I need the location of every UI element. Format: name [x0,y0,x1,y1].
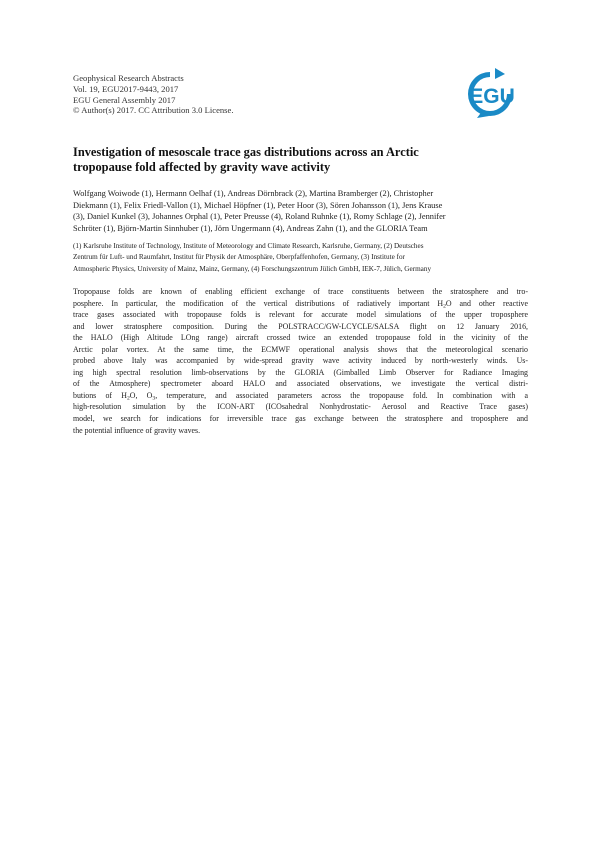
author-line: (3), Daniel Kunkel (3), Johannes Orphal (1), Peter Preusse (4), Roland Ruhnke (1), Romy Schlage (2), Jennifer [73,212,446,222]
subscript: 2 [126,395,130,402]
author-line: Schröter (1), Björn-Martin Sinnhuber (1), Jörn Ungermann (4), Andreas Zahn (1), and the GLORIA Team [73,223,428,233]
author-list [73,188,528,234]
abstract-line: ing high spectral resolution limb-observations by the GLORIA (Gimballed Limb Observer for Radiance Imaging [73,367,528,377]
subscript: 2 [443,302,446,309]
paper-title [73,145,513,176]
volume-info: Vol. 19, EGU2017-9443, 2017 [73,83,179,94]
subscript: 3 [152,395,156,402]
abstract-line: the HALO (High Altitude LOng range) aircraft crossed twice an extended tropopause fold in the vicinity of the [73,333,528,343]
journal-name: Geophysical Research Abstracts [73,73,184,83]
affiliation-line: Atmospheric Physics, University of Mainz, Mainz, Germany, (4) Forschungszentrum Jülich GmbH, IEK-7, Jülich, Germany [73,264,432,273]
abstract-line: of the Atmosphere) spectrometer aboard HALO and associated observations, we investigate the vertical distri- [73,379,528,389]
affiliation-line: Zentrum für Luft- und Raumfahrt, Institut für Physik der Atmosphäre, Oberpfaffenhofen, Germany, (3) Institute for [73,253,405,262]
abstract-line: probed above Italy was accompanied by wide-spread gravity wave activity induced by north-westerly winds. Us- [73,356,528,366]
license-line: © Author(s) 2017. CC Attribution 3.0 License. [73,105,234,116]
abstract-line: high-resolution simulation by the ICON-ART (ICOsahedral Nonhydrostatic- Aerosol and Reactive Trace gases) [73,402,528,412]
abstract-line: the potential influence of gravity waves. [73,425,201,435]
abstract-text: O, O [129,390,153,400]
publication-header [73,73,234,116]
assembly-name: EGU General Assembly 2017 [73,94,176,105]
abstract-line: trace gases associated with tropopause folds is relevant for accurate model simulations of the upper troposphere [73,310,528,320]
author-line: Wolfgang Woiwode (1), Hermann Oelhaf (1), Andreas Dörnbrack (2), Martina Bramberger (2), Christopher [73,189,434,198]
abstract-line: Tropopause folds are known of enabling efficient exchange of trace constituents between the stratosphere and tro- [73,287,528,296]
abstract-line [73,390,528,402]
abstract-body [73,286,528,436]
abstract-text: O and other reactive [445,298,528,308]
egu-logo [455,66,525,120]
affiliation-line: (1) Karlsruhe Institute of Technology, Institute of Meteorology and Climate Research, Karlsruhe, Germany, (2) Deutsches [73,242,424,250]
title-line: tropopause fold affected by gravity wave activity [73,160,331,175]
abstract-line [73,298,528,310]
abstract-line: and lower stratosphere composition. During the POLSTRACC/GW-LCYCLE/SALSA flight on 12 January 2016, [73,321,528,331]
affiliations [73,241,528,275]
abstract-line: model, we search for indications for irreversible trace gas exchange between the stratosphere and troposphere and [73,414,528,424]
abstract-line: Arctic polar vortex. At the same time, the ECMWF operational analysis shows that the meteorological scenario [73,344,528,354]
abstract-text: , temperature, and associated parameters across the tropopause fold. In combination with a [155,390,529,400]
title-line: Investigation of mesoscale trace gas distributions across an Arctic [73,145,419,159]
abstract-text: butions of H [73,390,127,400]
abstract-text: posphere. In particular, the modification of the vertical distributions of radiatively important H [73,298,444,308]
logo-text: EGU [469,85,515,108]
author-line: Diekmann (1), Felix Friedl-Vallon (1), Michael Höpfner (1), Peter Hoor (3), Sören Johansson (1), Jens Krause [73,200,443,210]
